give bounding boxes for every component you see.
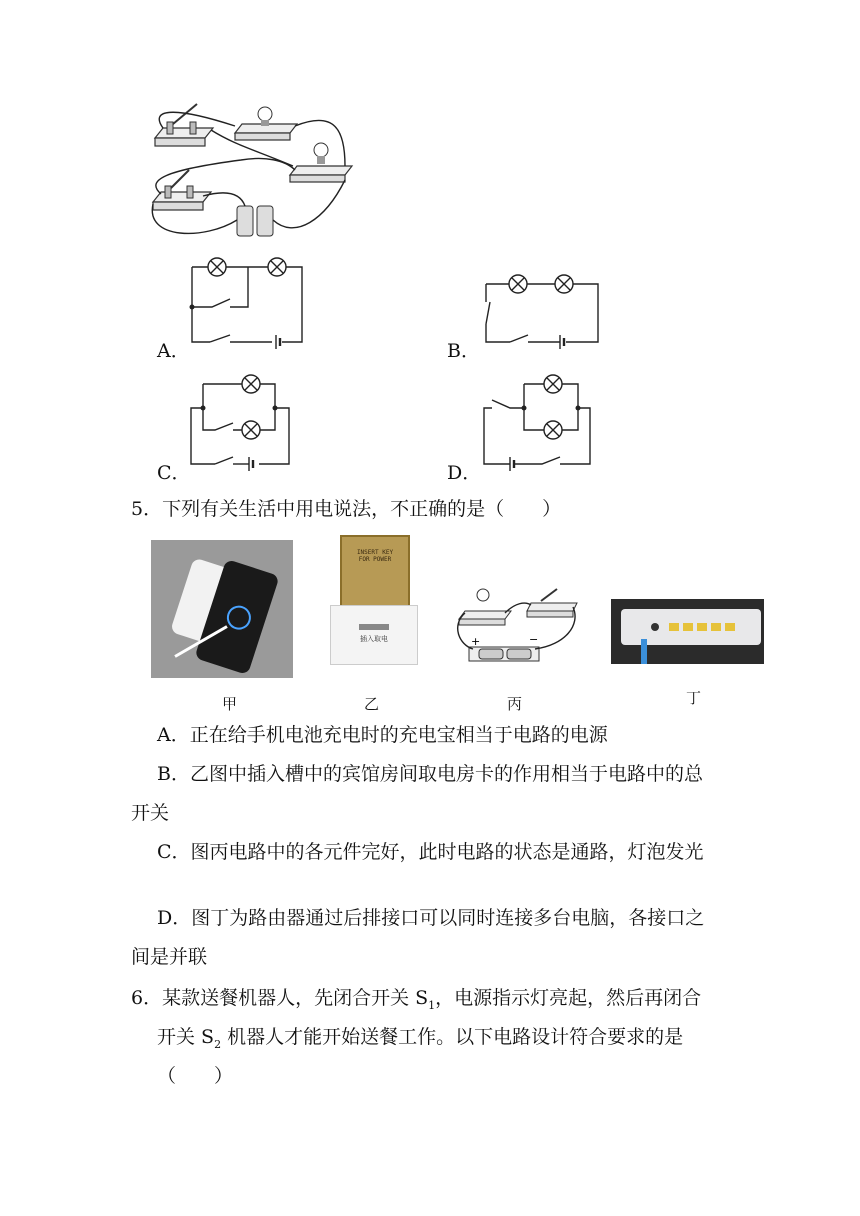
q6-stem-line2: 开关 $S_2$ 机器人才能开始送餐工作。以下电路设计符合要求的是 xyxy=(157,1026,684,1051)
q5-figure-bing-caption: 丙 xyxy=(507,695,523,713)
q4-option-c-letter[interactable]: C． xyxy=(157,462,191,484)
q5-figure-ding-caption: 丁 xyxy=(686,689,702,707)
q5-option-d-line2[interactable]: 间是并联 xyxy=(131,946,208,968)
subscript-2: 2 xyxy=(214,1037,222,1051)
key-card-text-1: INSERT KEY xyxy=(356,549,394,556)
bing-plus-label: + xyxy=(471,635,481,648)
key-card-text-2: FOR POWER xyxy=(358,556,392,563)
q4-option-b-circuit-diagram xyxy=(480,272,605,347)
q5-option-c[interactable]: C．图丙电路中的各元件完好，此时电路的状态是通路，灯泡发光 xyxy=(157,841,704,863)
q5-figure-yi-photo xyxy=(330,535,416,663)
q4-option-a-letter[interactable]: A． xyxy=(157,340,190,362)
q6-answer-bracket: （ ） xyxy=(157,1065,234,1087)
q4-physical-circuit-figure xyxy=(145,100,365,250)
q5-figure-ding-photo xyxy=(611,599,764,664)
key-slot-text: 插入取电 xyxy=(360,635,388,643)
q5-figure-jia-caption: 甲 xyxy=(222,695,238,713)
q4-option-d-circuit-diagram xyxy=(480,372,595,467)
q4-option-c-circuit-diagram xyxy=(185,372,295,467)
q5-option-b-line1[interactable]: B．乙图中插入槽中的宾馆房间取电房卡的作用相当于电路中的总 xyxy=(157,763,703,785)
q5-option-d-line1[interactable]: D．图丁为路由器通过后排接口可以同时连接多台电脑，各接口之 xyxy=(157,907,705,929)
q5-figure-yi-caption: 乙 xyxy=(364,695,380,713)
q6-stem-line1: 6．某款送餐机器人，先闭合开关 $S_1$，电源指示灯亮起，然后再闭合 xyxy=(131,987,702,1012)
q4-option-d-letter[interactable]: D． xyxy=(447,462,482,484)
q5-figure-jia-photo xyxy=(151,540,293,678)
q4-option-b-letter[interactable]: B． xyxy=(447,340,480,362)
q5-figure-bing-circuit xyxy=(455,585,580,673)
subscript-1: 1 xyxy=(428,998,436,1012)
q5-stem: 5．下列有关生活中用电说法，不正确的是（ ） xyxy=(131,498,562,520)
q5-option-a[interactable]: A．正在给手机电池充电时的充电宝相当于电路的电源 xyxy=(157,724,608,746)
q4-option-a-circuit-diagram xyxy=(180,255,310,350)
q5-option-b-line2[interactable]: 开关 xyxy=(131,802,170,824)
bing-minus-label: − xyxy=(529,633,539,646)
